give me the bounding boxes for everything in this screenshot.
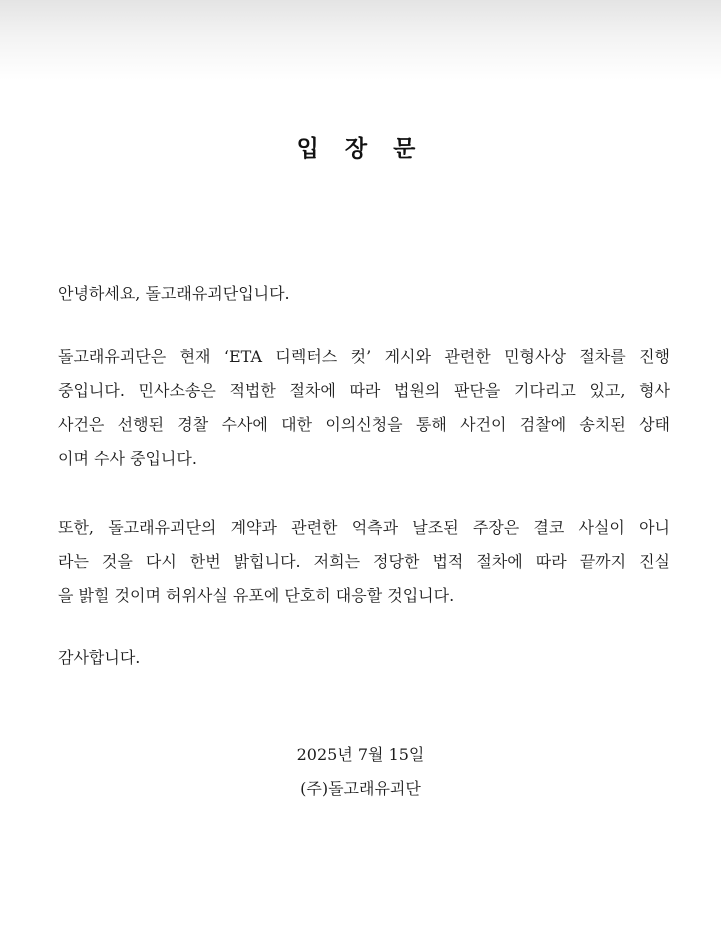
document-title: 입 장 문 <box>296 136 425 162</box>
company-name: (주)돌고래유괴단 <box>300 779 421 798</box>
closing <box>58 641 670 675</box>
paragraph-1-line-3: 사건은 선행된 경찰 수사에 대한 이의신청을 통해 사건이 검찰에 송치된 상태 <box>58 415 670 434</box>
paragraph-1 <box>58 340 670 476</box>
paragraph-1-line-2: 중입니다. 민사소송은 적법한 절차에 따라 법원의 판단을 기다리고 있고, 형사 <box>58 381 670 400</box>
paragraph-2-line-3: 을 밝힐 것이며 허위사실 유포에 단호히 대응할 것입니다. <box>58 586 455 605</box>
paragraph-2-line-2: 라는 것을 다시 한번 밝힙니다. 저희는 정당한 법적 절차에 따라 끝까지 진실 <box>58 552 670 571</box>
greeting <box>58 277 670 311</box>
paragraph-1-line-4: 이며 수사 중입니다. <box>58 449 197 468</box>
paragraph-2 <box>58 511 670 613</box>
paragraph-1-line-1: 돌고래유괴단은 현재 ‘ETA 디렉터스 컷’ 게시와 관련한 민형사상 절차를 진행 <box>58 347 670 366</box>
closing-line: 감사합니다. <box>58 648 141 667</box>
greeting-line: 안녕하세요, 돌고래유괴단입니다. <box>58 284 290 303</box>
paragraph-2-line-1: 또한, 돌고래유괴단의 계약과 관련한 억측과 날조된 주장은 결코 사실이 아니 <box>58 518 670 537</box>
document-date: 2025년 7월 15일 <box>296 745 425 764</box>
